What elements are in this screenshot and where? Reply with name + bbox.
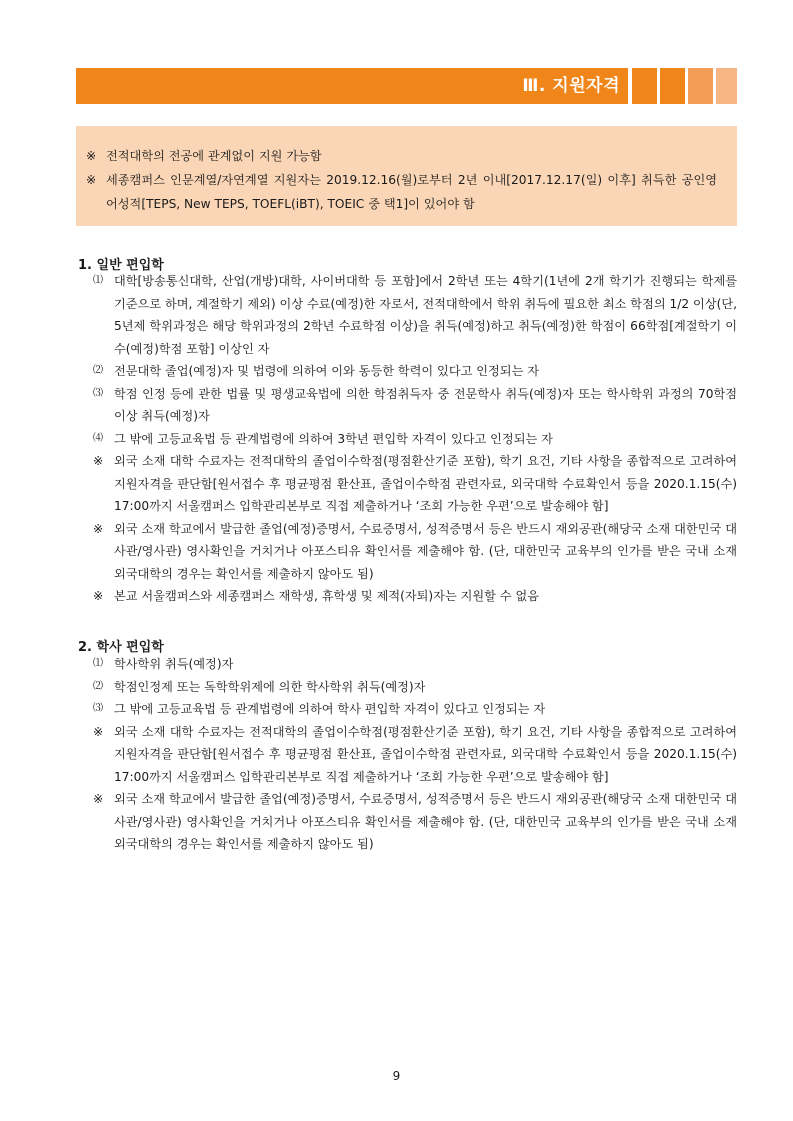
note-text: 외국 소재 학교에서 발급한 졸업(예정)증명서, 수료증명서, 성적증명서 등은 반드시 재외공관(해당국 소재 대한민국 대사관/영사관) 영사확인을 거치거나 아포스티유 확인서를 제출해야 함. (단, 대한민국 교육부의 인가를 받은 국내 소재 외국대학의 경우는 확인서를 제출하지 않아도 됨) [114, 792, 737, 851]
notice-text: 전적대학의 전공에 관계없이 지원 가능함 [106, 149, 322, 163]
note-text: 외국 소재 대학 수료자는 전적대학의 졸업이수학점(평점환산기준 포함), 학기 요건, 기타 사항을 종합적으로 고려하여 지원자격을 판단함[원서접수 후 평균평점 환산표, 졸업이수학점 관련자료, 외국대학 수료확인서 등을 2020.1.15(수) 17:00까지 서울캠퍼스 입학관리본부로 직접 제출하거나 ‘조회 가능한 우편’으로 발송해야 함] [114, 724, 737, 784]
reference-mark-icon: ※ [86, 173, 97, 187]
list-item [93, 360, 737, 383]
list-item [93, 653, 737, 676]
reference-mark-icon: ※ [93, 589, 104, 603]
page-number: 9 [392, 1069, 401, 1083]
notice-line [86, 144, 717, 168]
note-item [93, 721, 737, 789]
item-text: 학점인정제 또는 독학학위제에 의한 학사학위 취득(예정)자 [114, 679, 426, 694]
reference-mark-icon: ※ [93, 454, 104, 468]
note-item [93, 518, 737, 586]
note-item [93, 585, 737, 608]
note-text: 외국 소재 대학 수료자는 전적대학의 졸업이수학점(평점환산기준 포함), 학기 요건, 기타 사항을 종합적으로 고려하여 지원자격을 판단함[원서접수 후 평균평점 환산표, 졸업이수학점 관련자료, 외국대학 수료확인서 등을 2020.1.15(수) 17:00까지 서울캠퍼스 입학관리본부로 직접 제출하거나 ‘조회 가능한 우편’으로 발송해야 함] [114, 454, 737, 513]
section-title-general-transfer: 1. 일반 편입학 [78, 258, 164, 273]
list-item [93, 270, 737, 360]
item-text: 전문대학 졸업(예정)자 및 법령에 의하여 이와 동등한 학력이 있다고 인정되는 자 [114, 364, 539, 378]
item-text: 그 밖에 고등교육법 등 관계법령에 의하여 3학년 편입학 자격이 있다고 인정되는 자 [114, 431, 553, 446]
reference-mark-icon: ※ [86, 149, 97, 163]
item-number: ⑷ [93, 432, 103, 444]
note-item [93, 788, 737, 856]
section-title-bachelor-transfer: 2. 학사 편입학 [78, 640, 164, 655]
bachelor-transfer-list [93, 653, 737, 856]
general-transfer-list [93, 270, 737, 608]
note-item [93, 450, 737, 518]
item-number: ⑶ [93, 703, 103, 714]
item-text: 그 밖에 고등교육법 등 관계법령에 의하여 학사 편입학 자격이 있다고 인정되는 자 [114, 702, 546, 716]
section-header-bar [76, 68, 737, 104]
list-item [93, 428, 737, 451]
notice-line [86, 168, 717, 216]
header-decor-segment [660, 68, 685, 104]
list-item [93, 676, 737, 699]
item-number: ⑴ [93, 658, 103, 669]
item-text: 학사학위 취득(예정)자 [114, 657, 234, 671]
note-text: 외국 소재 학교에서 발급한 졸업(예정)증명서, 수료증명서, 성적증명서 등은 반드시 재외공관(해당국 소재 대한민국 대사관/영사관) 영사확인을 거치거나 아포스티유 확인서를 제출해야 함. (단, 대한민국 교육부의 인가를 받은 국내 소재 외국대학의 경우는 확인서를 제출하지 않아도 됨) [114, 521, 737, 581]
reference-mark-icon: ※ [93, 521, 104, 536]
page-title: Ⅲ. 지원자격 [522, 76, 620, 96]
item-text: 학점 인정 등에 관한 법률 및 평생교육법에 의한 학점취득자 중 전문학사 취득(예정)자 또는 학사학위 과정의 70학점 이상 취득(예정)자 [114, 386, 737, 423]
item-number: ⑴ [93, 275, 103, 286]
item-number: ⑶ [93, 387, 103, 399]
item-number: ⑵ [93, 680, 103, 692]
reference-mark-icon: ※ [93, 792, 104, 806]
list-item [93, 383, 737, 428]
list-item [93, 698, 737, 721]
header-decor-segment [688, 68, 713, 104]
notice-text: 세종캠퍼스 인문계열/자연계열 지원자는 2019.12.16(월)로부터 2년 이내[2017.12.17(일) 이후] 취득한 공인영어성적[TEPS, New TEPS, TOEFL(iBT), TOEIC 중 택1]이 있어야 함 [106, 173, 717, 211]
header-main-block [76, 68, 628, 104]
item-text: 대학[방송통신대학, 산업(개방)대학, 사이버대학 등 포함]에서 2학년 또는 4학기(1년에 2개 학기가 진행되는 학제를 기준으로 하며, 계절학기 제외) 이상 수료(예정)한 자로서, 전적대학에서 학위 취득에 필요한 최소 학점의 1/2 이상(단, 5년제 학위과정은 해당 학위과정의 2학년 수료학점 이상)을 취득(예정)하고 취득(예정)한 학점이 66학점[계절학기 이수(예정)학점 포함] 이상인 자 [114, 274, 737, 356]
note-text: 본교 서울캠퍼스와 세종캠퍼스 재학생, 휴학생 및 제적(자퇴)자는 지원할 수 없음 [114, 589, 539, 603]
header-decor-segment [716, 68, 737, 104]
reference-mark-icon: ※ [93, 724, 104, 739]
header-decor-segment [632, 68, 657, 104]
notice-box [76, 126, 737, 226]
item-number: ⑵ [93, 365, 103, 376]
